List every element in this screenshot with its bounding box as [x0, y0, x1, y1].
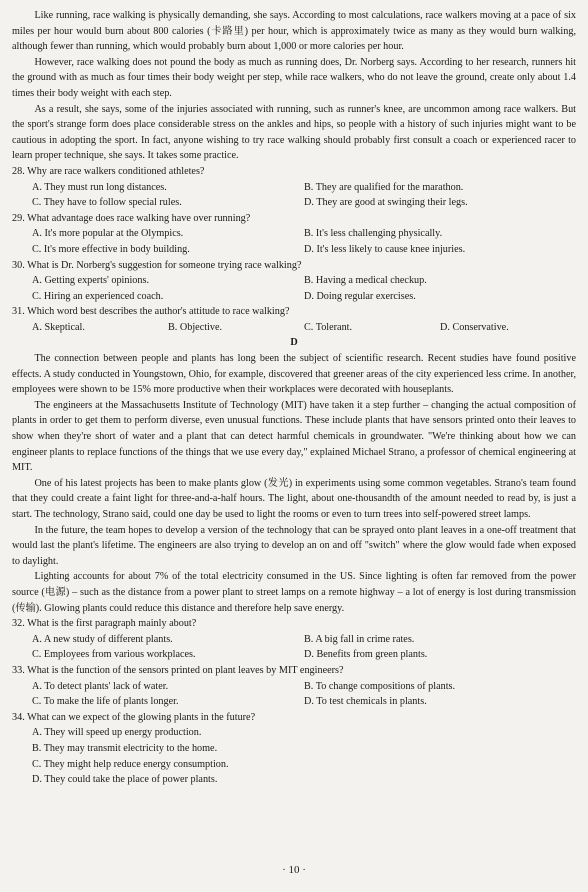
- paragraph: In the future, the team hopes to develop a version of the technology that can be sprayed onto plant leaves in a one-off treatment that would last the plant's lifetime. The engineers are also trying to develop an on and off "switch" where the glow would fade when exposed to daylight.: [12, 524, 576, 567]
- answer-options: [12, 180, 576, 211]
- question-stem: 29. What advantage does race walking have over running?: [12, 212, 251, 224]
- question: [12, 304, 576, 335]
- question-stem: 31. Which word best describes the author's attitude to race walking?: [12, 306, 290, 318]
- question: [12, 211, 576, 258]
- answer-option: B. They may transmit electricity to the home.: [32, 742, 218, 754]
- answer-option: B. Having a medical checkup.: [304, 275, 427, 287]
- answer-option: D. Conservative.: [440, 321, 509, 333]
- question: [12, 164, 576, 211]
- paragraph: The engineers at the Massachusetts Institute of Technology (MIT) have taken it a step further – changing the actual composition of plants in order to get them to perform diverse, even unusual functions. These include plants that have sensors printed onto their leaves to show when they're short of water and a plant that can detect harmful chemicals in groundwater. "We're thinking about how we can engineer plants to replace functions of the things that we use every day," explained Michael Strano, a professor of chemical engineering at MIT.: [12, 399, 576, 474]
- question-stem: 28. Why are race walkers conditioned athletes?: [12, 165, 205, 177]
- answer-option: C. It's more effective in body building.: [32, 243, 190, 255]
- answer-option: C. Employees from various workplaces.: [32, 649, 196, 661]
- answer-option: B. A big fall in crime rates.: [304, 633, 415, 645]
- question-stem: 32. What is the first paragraph mainly about?: [12, 618, 197, 630]
- question-stem: 30. What is Dr. Norberg's suggestion for someone trying race walking?: [12, 259, 302, 271]
- answer-options: [12, 632, 576, 663]
- question: [12, 663, 576, 710]
- answer-option: C. They might help reduce energy consumption.: [32, 758, 229, 770]
- paragraph: However, race walking does not pound the body as much as running does, Dr. Norberg says. According to her research, runners hit the ground with as much as four times their body weight per step, while race walkers, who do not leave the ground, create only about 1.4 times their body weight with each step.: [12, 56, 576, 99]
- page-number: · 10 ·: [282, 864, 306, 876]
- answer-option: A. A new study of different plants.: [32, 633, 173, 645]
- answer-options: [12, 226, 576, 257]
- answer-option: D. It's less likely to cause knee injuries.: [304, 243, 466, 255]
- question: [12, 710, 576, 788]
- answer-option: B. Objective.: [168, 321, 223, 333]
- question: [12, 616, 576, 663]
- questions-d: [12, 616, 576, 788]
- answer-option: D. Doing regular exercises.: [304, 290, 416, 302]
- section-d-heading: D: [290, 337, 298, 349]
- paragraph: Lighting accounts for about 7% of the total electricity consumed in the US. Since lighting is often far removed from the power source (电源) – such as the distance from a power plant to street lamps on a remote highway – a lot of energy is lost during transmission (传输). Glowing plants could reduce this distance and therefore help save energy.: [12, 571, 576, 614]
- answer-option: C. They have to follow special rules.: [32, 197, 182, 209]
- answer-options: [12, 679, 576, 710]
- answer-option: A. Getting experts' opinions.: [32, 275, 149, 287]
- question-stem: 33. What is the function of the sensors printed on plant leaves by MIT engineers?: [12, 664, 344, 676]
- paragraph: One of his latest projects has been to make plants glow (发光) in experiments using some common vegetables. Strano's team found that they could create a faint light for three-and-a-half hours. The light, about one-thousandth of the amount needed to read by, is just a start. The technology, Strano said, could one day be used to light the rooms or even to turn trees into self-powered street lamps.: [12, 477, 576, 520]
- answer-options: [12, 273, 576, 304]
- answer-option: D. They are good at swinging their legs.: [304, 197, 468, 209]
- paragraph: Like running, race walking is physically demanding, she says. According to most calculations, race walkers moving at a pace of six miles per hour would burn about 800 calories (卡路里) per hour, which is approximately twice as many as they would burn walking, although fewer than running, which would probably burn about 1,000 or more calories per hour.: [12, 10, 576, 53]
- question: [12, 258, 576, 305]
- answer-option: B. It's less challenging physically.: [304, 228, 443, 240]
- answer-option: B. To change compositions of plants.: [304, 680, 456, 692]
- answer-option: A. Skeptical.: [32, 321, 85, 333]
- answer-option: A. They must run long distances.: [32, 181, 167, 193]
- answer-option: D. To test chemicals in plants.: [304, 696, 427, 708]
- paragraph: The connection between people and plants has long been the subject of scientific research. Recent studies have found positive effects. A study conducted in Youngstown, Ohio, for example, discovered that greener areas of the city experienced less crime. In another, employees were shown to be 15% more productive when their workplaces were decorated with houseplants.: [12, 353, 576, 396]
- answer-option: D. Benefits from green plants.: [304, 649, 428, 661]
- answer-option: D. They could take the place of power plants.: [32, 774, 218, 786]
- passage-d: [12, 351, 576, 616]
- paragraph: As a result, she says, some of the injuries associated with running, such as runner's knee, are uncommon among race walkers. But the sport's strange form does place considerable stress on the ankles and hips, so people with a history of such injuries might want to be cautious in adopting the sport. In fact, anyone wishing to try race walking should probably first consult a coach or experienced racer to learn proper technique, she says. It takes some practice.: [12, 103, 576, 162]
- question-stem: 34. What can we expect of the glowing plants in the future?: [12, 711, 256, 723]
- answer-option: C. Hiring an experienced coach.: [32, 290, 164, 302]
- answer-option: C. To make the life of plants longer.: [32, 696, 179, 708]
- passage-c: [12, 8, 576, 164]
- answer-option: A. To detect plants' lack of water.: [32, 680, 169, 692]
- questions-c: [12, 164, 576, 336]
- answer-option: A. It's more popular at the Olympics.: [32, 228, 184, 240]
- answer-option: B. They are qualified for the marathon.: [304, 181, 464, 193]
- answer-options: [12, 725, 576, 787]
- answer-option: C. Tolerant.: [304, 321, 353, 333]
- answer-options: [12, 320, 576, 336]
- answer-option: A. They will speed up energy production.: [32, 727, 202, 739]
